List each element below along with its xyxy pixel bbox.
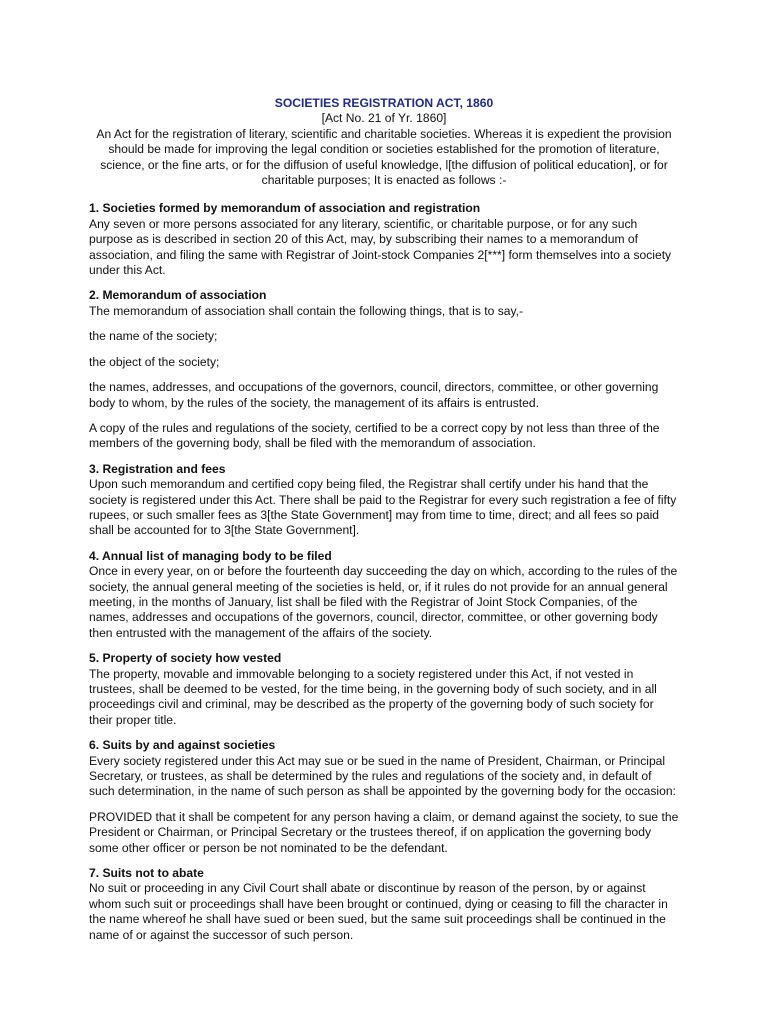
section-4 <box>89 549 679 641</box>
section-paragraph: A copy of the rules and regulations of the society, certified to be a correct copy by not less than three of the members of the governing body, shall be filed with the memorandum of association. <box>89 420 660 451</box>
section-paragraph: Every society registered under this Act may sue or be sued in the name of President, Chairman, or Principal Secretary, or trustees, as shall be determined by the rules and regulations of the society and, in default of such determination, in the name of such person as shall be appointed by the governing body for the occasion: <box>89 753 676 799</box>
section-paragraph: the object of the society; <box>89 354 220 369</box>
section-1 <box>89 201 679 278</box>
document-title: SOCIETIES REGISTRATION ACT, 1860 <box>274 96 494 110</box>
section-7 <box>89 866 679 943</box>
section-paragraph: Any seven or more persons associated for any literary, scientific, or charitable purpose, or for any such purpose as is described in section 20 of this Act, may, by subscribing their names to a memorandum of association, and filing the same with Registrar of Joint-stock Companies 2[***] form themselves into a society under this Act. <box>89 216 672 278</box>
section-paragraph: The memorandum of association shall contain the following things, that is to say,- <box>89 303 524 318</box>
section-heading: 3. Registration and fees <box>89 461 226 476</box>
section-paragraph: PROVIDED that it shall be competent for any person having a claim, or demand against the society, to sue the President or Chairman, or Principal Secretary or the trustees thereof, if on application the governing body some other officer or person be not nominated to be the defendant. <box>89 809 679 855</box>
section-6 <box>89 738 679 856</box>
section-paragraph: No suit or proceeding in any Civil Court shall abate or discontinue by reason of the person, by or against whom such suit or proceedings shall have been brought or continued, dying or ceasing to fill the character in the name whereof he shall have sued or been sued, but the same suit proceedings shall be continued in the name of or against the successor of such person. <box>89 881 668 942</box>
section-paragraph: The property, movable and immovable belonging to a society registered under this Act, if not vested in trustees, shall be deemed to be vested, for the time being, in the governing body of such society, and in all proceedings civil and criminal, may be described as the property of the governing body of such society for their proper title. <box>89 666 657 727</box>
act-number: [Act No. 21 of Yr. 1860] <box>321 111 447 126</box>
section-paragraph: the name of the society; <box>89 329 218 344</box>
section-3 <box>89 462 679 539</box>
section-paragraph: Once in every year, on or before the fourteenth day succeeding the day on which, according to the rules of the society, the annual general meeting of the societies is held, or, if it rules do not provide for an annual general meeting, in the months of January, list shall be filed with the Registrar of Joint Stock Companies, of the names, addresses and occupations of the governors, council, director, committee, or other governing body then entrusted with the management of the affairs of the society. <box>89 564 678 640</box>
section-heading: 2. Memorandum of association <box>89 288 267 303</box>
preamble: An Act for the registration of literary, scientific and charitable societies. Whereas it is expedient the provision should be made for improving the legal condition or societies established for the promotion of literature, science, or the fine arts, or for the diffusion of useful knowledge, l[the diffusion of political education], or for charitable purposes; It is enacted as follows :- <box>96 126 672 188</box>
section-heading: 6. Suits by and against societies <box>89 738 276 753</box>
section-5 <box>89 651 679 728</box>
section-heading: 5. Property of society how vested <box>89 651 282 666</box>
document-page <box>89 96 679 953</box>
section-heading: 7. Suits not to abate <box>89 866 204 881</box>
section-heading: 1. Societies formed by memorandum of association and registration <box>89 201 481 216</box>
section-paragraph: the names, addresses, and occupations of the governors, council, directors, committee, or other governing body to whom, by the rules of the society, the management of its affairs is entrusted. <box>89 380 659 410</box>
section-heading: 4. Annual list of managing body to be filed <box>89 548 332 563</box>
section-2 <box>89 288 679 451</box>
section-paragraph: Upon such memorandum and certified copy being filed, the Registrar shall certify under his hand that the society is registered under this Act. There shall be paid to the Registrar for every such registration a fee of fifty rupees, or such smaller fees as 3[the State Government] may from time to time, direct; and all fees so paid shall be accounted for to 3[the State Government]. <box>89 477 677 538</box>
